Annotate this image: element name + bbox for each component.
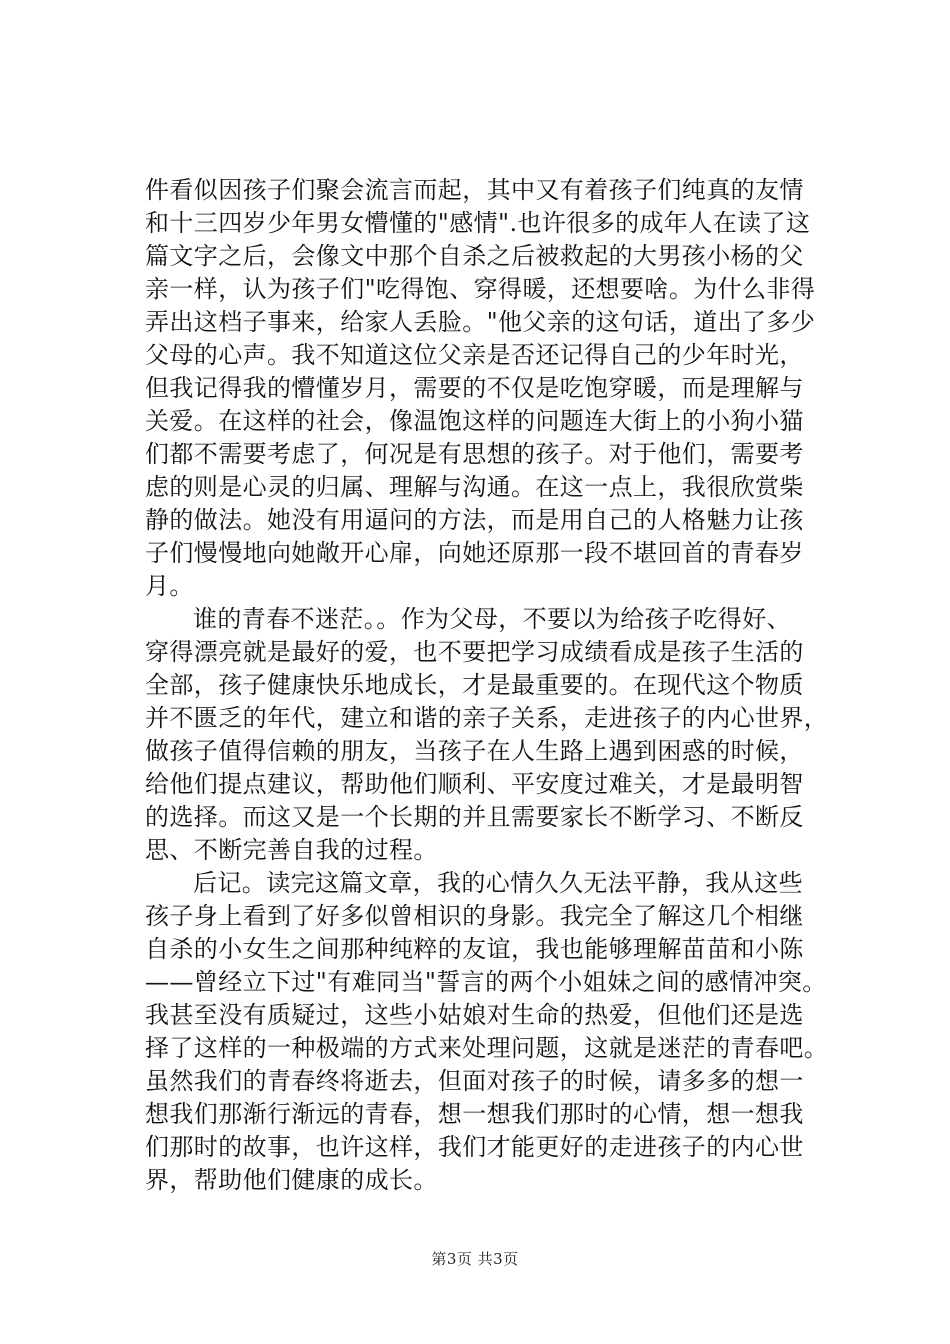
text-line: 思、不断完善自我的过程。 [145, 836, 438, 864]
text-line: 做孩子值得信赖的朋友，当孩子在人生路上遇到困惑的时候， [145, 737, 804, 765]
text-line: 并不匮乏的年代，建立和谐的亲子关系，走进孩子的内心世界， [145, 704, 829, 732]
text-line: 的选择。而这又是一个长期的并且需要家长不断学习、不断反 [145, 803, 804, 831]
text-line: 虽然我们的青春终将逝去，但面对孩子的时候，请多多的想一 [145, 1067, 804, 1095]
text-line: ——曾经立下过"有难同当"誓言的两个小姐妹之间的感情冲突。 [145, 968, 827, 996]
text-line: 子们慢慢地向她敞开心扉，向她还原那一段不堪回首的青春岁 [145, 539, 804, 567]
text-line: 但我记得我的懵懂岁月，需要的不仅是吃饱穿暖，而是理解与 [145, 374, 804, 402]
text-line: 们那时的故事，也许这样，我们才能更好的走进孩子的内心世 [145, 1133, 804, 1161]
text-line: 件看似因孩子们聚会流言而起，其中又有着孩子们纯真的友情 [145, 176, 804, 204]
text-line: 界，帮助他们健康的成长。 [145, 1166, 438, 1194]
page-number-footer: 第3页 共3页 [431, 1250, 519, 1268]
paragraph-2 [145, 603, 829, 867]
document-body [145, 174, 829, 1197]
paragraph-1 [145, 174, 816, 603]
text-line: 亲一样，认为孩子们"吃得饱、穿得暖，还想要啥。为什么非得 [145, 275, 816, 303]
text-line: 谁的青春不迷茫。。作为父母，不要以为给孩子吃得好、 [193, 605, 791, 633]
text-line: 孩子身上看到了好多似曾相识的身影。我完全了解这几个相继 [145, 902, 804, 930]
text-line: 月。 [145, 572, 194, 600]
text-line: 想我们那渐行渐远的青春，想一想我们那时的心情，想一想我 [145, 1100, 804, 1128]
text-line: 父母的心声。我不知道这位父亲是否还记得自己的少年时光， [145, 341, 804, 369]
text-line: 弄出这档子事来，给家人丢脸。"他父亲的这句话，道出了多少 [145, 308, 816, 336]
paragraph-3 [145, 867, 829, 1197]
text-line: 择了这样的一种极端的方式来处理问题，这就是迷茫的青春吧。 [145, 1034, 829, 1062]
text-line: 关爱。在这样的社会，像温饱这样的问题连大街上的小狗小猫 [145, 407, 804, 435]
text-line: 全部，孩子健康快乐地成长，才是最重要的。在现代这个物质 [145, 671, 804, 699]
text-line: 给他们提点建议，帮助他们顺利、平安度过难关，才是最明智 [145, 770, 804, 798]
text-line: 后记。读完这篇文章，我的心情久久无法平静，我从这些 [193, 869, 803, 897]
text-line: 穿得漂亮就是最好的爱，也不要把学习成绩看成是孩子生活的 [145, 638, 804, 666]
text-line: 篇文字之后，会像文中那个自杀之后被救起的大男孩小杨的父 [145, 242, 804, 270]
text-line: 静的做法。她没有用逼问的方法，而是用自己的人格魅力让孩 [145, 506, 804, 534]
text-line: 们都不需要考虑了，何况是有思想的孩子。对于他们，需要考 [145, 440, 804, 468]
text-line: 虑的则是心灵的归属、理解与沟通。在这一点上，我很欣赏柴 [145, 473, 804, 501]
text-line: 和十三四岁少年男女懵懂的"感情".也许很多的成年人在读了这 [145, 209, 811, 237]
text-line: 自杀的小女生之间那种纯粹的友谊，我也能够理解苗苗和小陈 [145, 935, 804, 963]
text-line: 我甚至没有质疑过，这些小姑娘对生命的热爱，但他们还是选 [145, 1001, 804, 1029]
